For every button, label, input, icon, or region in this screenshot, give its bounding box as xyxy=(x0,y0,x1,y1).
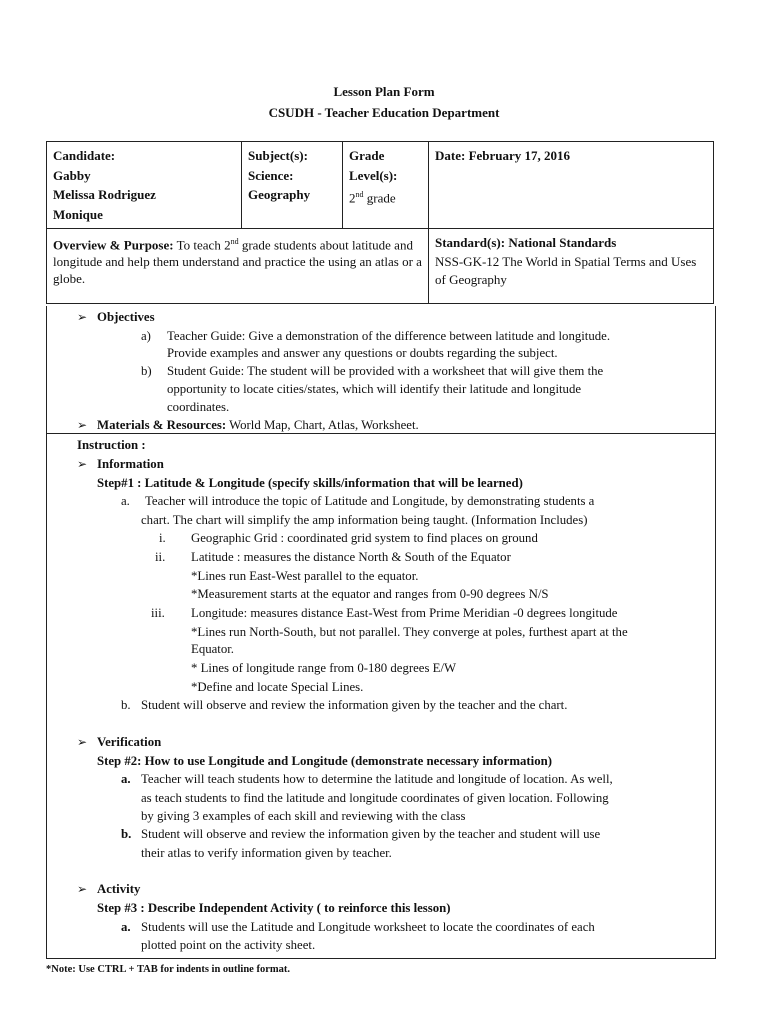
step-text: Students will use the Latitude and Longitude worksheet to locate the coordinates of each xyxy=(141,920,595,934)
candidate-name: Monique xyxy=(53,206,103,222)
lesson-info-table xyxy=(46,141,714,304)
subject-name: Geography xyxy=(248,187,311,202)
step-text: *Lines run North-South, but not parallel. They converge at poles, furthest apart at the xyxy=(191,625,628,639)
step-text: Teacher will teach students how to determine the latitude and longitude of location. As well, xyxy=(141,772,613,786)
lesson-date: Date: February 17, 2016 xyxy=(435,148,571,163)
list-marker: b. xyxy=(121,827,132,841)
list-marker: b. xyxy=(121,698,131,712)
list-marker: a. xyxy=(121,920,131,934)
objective-text: Teacher Guide: Give a demonstration of the difference between latitude and longitude. xyxy=(167,329,611,343)
candidate-cell xyxy=(47,142,242,229)
instruction-heading: Instruction : xyxy=(77,438,146,452)
grade-label: Grade xyxy=(349,148,385,163)
step-1-heading: Step#1 : Latitude & Longitude (specify skills/information that will be learned) xyxy=(97,476,523,490)
candidate-name: Melissa Rodriguez xyxy=(53,187,156,202)
objective-text: Provide examples and answer any questions or doubts regarding the subject. xyxy=(167,346,558,360)
objective-text: coordinates. xyxy=(167,400,230,414)
list-marker: i. xyxy=(159,531,166,545)
grade-cell xyxy=(343,142,429,229)
step-text: chart. The chart will simplify the amp information being taught. (Information Includes) xyxy=(141,513,588,527)
page-subtitle: CSUDH - Teacher Education Department xyxy=(268,105,500,120)
standards-text: NSS-GK-12 The World in Spatial Terms and Uses of Geography xyxy=(435,253,697,287)
step-text: Teacher will introduce the topic of Latitude and Longitude, by demonstrating students a xyxy=(145,494,595,508)
step-text: Student will observe and review the information given by the teacher and student will use xyxy=(141,827,601,841)
subject-label: Subject(s): xyxy=(248,148,308,163)
list-marker: ii. xyxy=(155,550,166,564)
step-text: plotted point on the activity sheet. xyxy=(141,938,316,952)
bullet-arrow-icon: ➢ xyxy=(77,882,88,896)
list-marker: a. xyxy=(121,772,131,786)
step-text: *Measurement starts at the equator and ranges from 0-90 degrees N/S xyxy=(191,587,549,601)
step-2-heading: Step #2: How to use Longitude and Longitude (demonstrate necessary information) xyxy=(97,754,553,768)
page-title: Lesson Plan Form xyxy=(333,84,435,99)
verification-heading: Verification xyxy=(97,735,162,749)
activity-heading: Activity xyxy=(97,882,141,896)
bullet-arrow-icon: ➢ xyxy=(77,457,88,471)
step-text: *Lines run East-West parallel to the equator. xyxy=(191,569,419,583)
step-3-heading: Step #3 : Describe Independent Activity ( to reinforce this lesson) xyxy=(97,901,451,915)
overview-cell xyxy=(47,229,429,304)
objectives-heading: Objectives xyxy=(97,310,155,324)
bullet-arrow-icon: ➢ xyxy=(77,310,88,324)
standards-cell xyxy=(429,229,714,304)
information-heading: Information xyxy=(97,457,164,471)
bullet-arrow-icon: ➢ xyxy=(77,735,88,749)
step-text: Equator. xyxy=(191,642,235,656)
step-text: Student will observe and review the information given by the teacher and the chart. xyxy=(141,698,568,712)
list-marker: iii. xyxy=(151,606,165,620)
grade-value: 2nd grade xyxy=(349,190,396,206)
footer-note: *Note: Use CTRL + TAB for indents in outline format. xyxy=(46,964,290,975)
list-marker: a. xyxy=(121,494,130,508)
step-text: Longitude: measures distance East-West from Prime Meridian -0 degrees longitude xyxy=(191,606,618,620)
step-text: by giving 3 examples of each skill and reviewing with the class xyxy=(141,809,466,823)
list-marker: a) xyxy=(141,329,151,343)
subject-cell xyxy=(242,142,343,229)
candidate-label: Candidate: xyxy=(53,148,116,163)
step-text: Geographic Grid : coordinated grid system to find places on ground xyxy=(191,531,538,545)
overview-text: Overview & Purpose: To teach 2nd grade students about latitude and longitude and help them understand and practice the using an atlas or a globe. xyxy=(53,237,422,287)
candidate-name: Gabby xyxy=(53,167,91,183)
objective-text: opportunity to locate cities/states, which will identify their latitude and longitude xyxy=(167,382,582,396)
section-divider xyxy=(47,433,715,434)
objective-text: Student Guide: The student will be provided with a worksheet that will give them the xyxy=(167,364,604,378)
materials-line: Materials & Resources: World Map, Chart, Atlas, Worksheet. xyxy=(97,418,419,432)
step-text: *Define and locate Special Lines. xyxy=(191,680,364,694)
step-text: their atlas to verify information given by teacher. xyxy=(141,846,392,860)
step-text: as teach students to find the latitude and longitude coordinates of given location. Following xyxy=(141,791,609,805)
subject-name: Science: xyxy=(248,167,294,183)
date-cell xyxy=(429,142,714,229)
bullet-arrow-icon: ➢ xyxy=(77,418,88,432)
standards-label: Standard(s): National Standards xyxy=(435,235,617,250)
grade-label: Level(s): xyxy=(349,167,398,183)
step-text: * Lines of longitude range from 0-180 degrees E/W xyxy=(191,661,457,675)
lesson-body xyxy=(46,306,716,959)
list-marker: b) xyxy=(141,364,152,378)
step-text: Latitude : measures the distance North & South of the Equator xyxy=(191,550,511,564)
